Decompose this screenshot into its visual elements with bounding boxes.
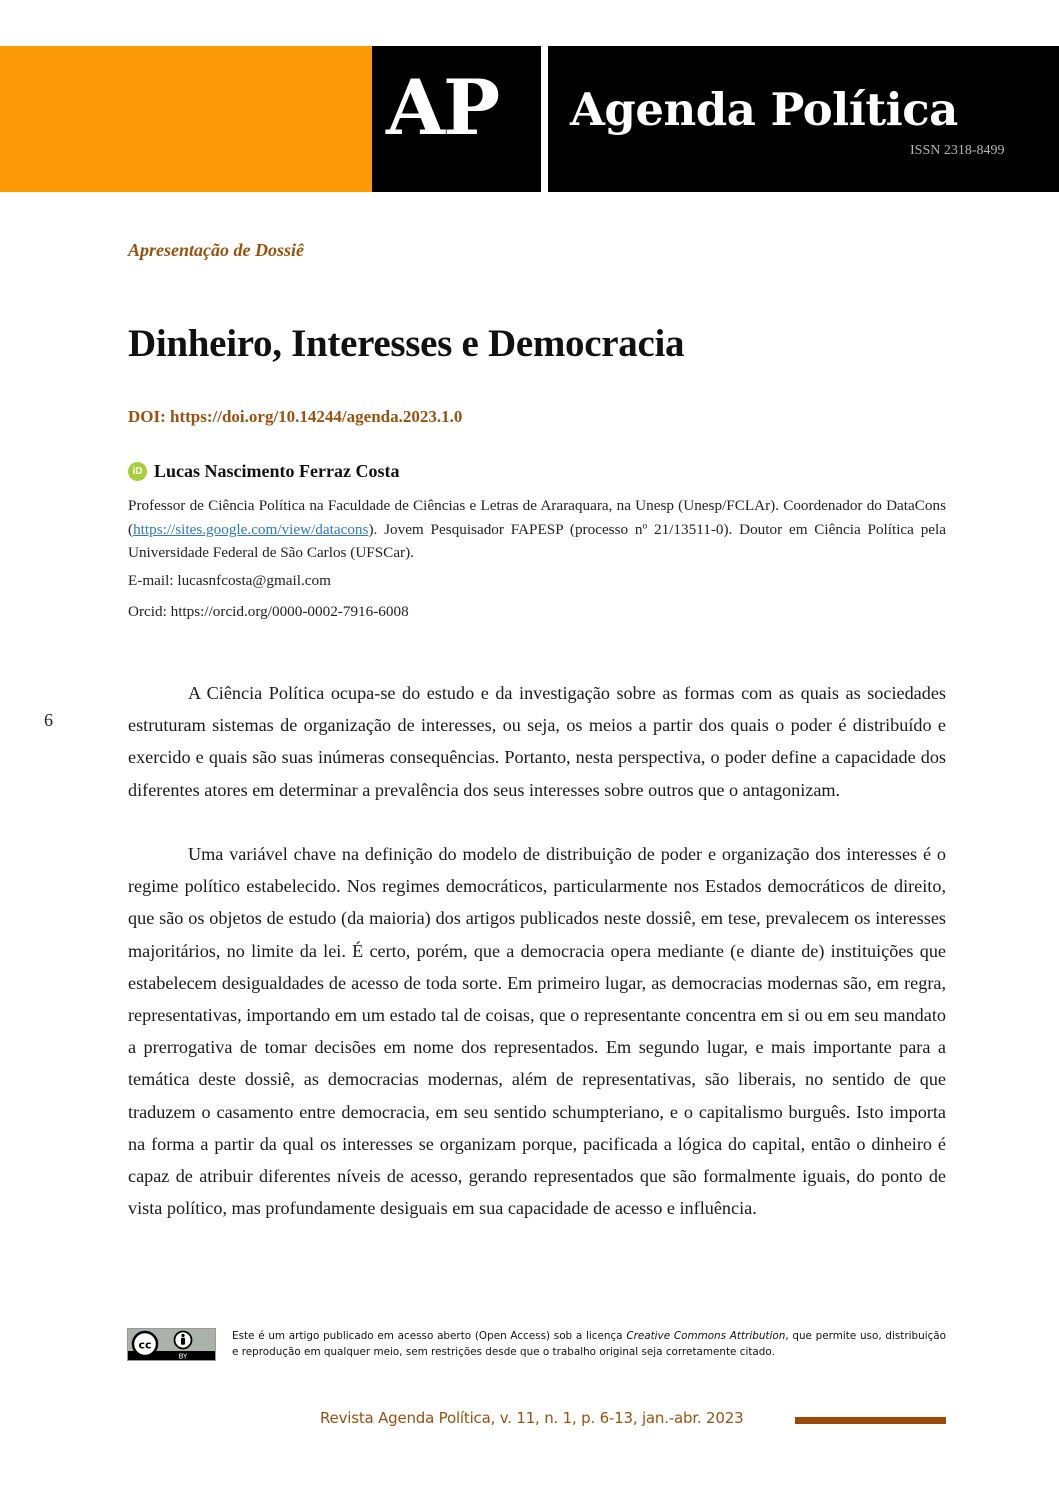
author-row (128, 459, 399, 483)
datacons-link[interactable]: https://sites.google.com/view/datacons (133, 520, 369, 538)
article-title: Dinheiro, Interesses e Democracia (128, 322, 685, 365)
author-affiliation (128, 494, 946, 565)
license-name: Creative Commons Attribution (626, 1330, 786, 1342)
body-paragraph-1 (128, 677, 946, 806)
author-name: Lucas Nascimento Ferraz Costa (154, 461, 400, 481)
journal-logo: AP (386, 63, 499, 152)
cc-by-badge-graphic (128, 1329, 215, 1360)
affiliation-text-start: Professor de Ciência Política na Faculdade de Ciências e Letras de Araraquara, na Unesp (Unesp/FCLAr). Coordenador do DataCons ( (128, 497, 946, 538)
citation-footer: Revista Agenda Política, v. 11, n. 1, p. 6-13, jan.-abr. 2023 (320, 1409, 744, 1427)
paragraph-text: A Ciência Política ocupa-se do estudo e da investigação sobre as formas com as quais as sociedades estruturam sistemas de organização de interesses, ou seja, os meios a partir dos quais o poder é distribuído e exercido e quais são suas inúmeras consequências. Portanto, nesta perspectiva, o poder define a capacidade dos diferentes atores em determinar a prevalência dos seus interesses sobre outros que o antagonizam. (128, 683, 946, 800)
journal-title: Agenda Política (570, 83, 958, 136)
header-orange-block (0, 46, 372, 192)
body-paragraph-2 (128, 838, 946, 1224)
license-text-start: Este é um artigo publicado em acesso aberto (Open Access) sob a licença (232, 1330, 627, 1342)
by-label: BY (178, 1352, 188, 1360)
cc-label: cc (138, 1338, 152, 1352)
page-number: 6 (44, 710, 53, 730)
author-orcid: Orcid: https://orcid.org/0000-0002-7916-6008 (128, 603, 409, 620)
footer-decorative-bar (795, 1417, 946, 1424)
cc-by-icon[interactable] (127, 1328, 216, 1361)
orcid-icon[interactable]: iD (128, 462, 147, 481)
license-notice (232, 1328, 946, 1360)
license-text-end: , que permite uso, distribuição e reprodução em qualquer meio, sem restrições desde que o trabalho original seja corretamente citado. (232, 1330, 947, 1358)
issn: ISSN 2318-8499 (910, 143, 1005, 158)
section-label: Apresentação de Dossiê (128, 240, 304, 260)
paragraph-text: Uma variável chave na definição do modelo de distribuição de poder e organização dos interesses é o regime político estabelecido. Nos regimes democráticos, particularmente nos Estados democráticos de direito, que são os objetos de estudo (da maioria) dos artigos publicados neste dossiê, em tese, prevalecem os interesses majoritários, no limite da lei. É certo, porém, que a democracia opera mediante (e diante de) instituições que estabelecem desigualdades de acesso de toda sorte. Em primeiro lugar, as democracias modernas são, em regra, representativas, importando em um estado tal de coisas, que o representante concentra em si ou em seu mandato a prerrogativa de tomar decisões em nome dos representados. Em segundo lugar, e mais importante para a temática deste dossiê, as democracias modernas, além de representativas, são liberais, no sentido de que traduzem o casamento entre democracia, em seu sentido schumpteriano, e o capitalismo burguês. Isto importa na forma a partir da qual os interesses se organizam porque, pacificada a lógica do capital, então o dinheiro é capaz de atribuir diferentes níveis de acesso, gerando representados que são formalmente iguais, do ponto de vista político, mas profundamente desiguais em sua capacidade de acesso e influência. (128, 844, 946, 1219)
author-email: E-mail: lucasnfcosta@gmail.com (128, 572, 331, 589)
doi-link[interactable]: DOI: https://doi.org/10.14244/agenda.2023.1.0 (128, 407, 463, 426)
affiliation-text-end: ). Jovem Pesquisador FAPESP (processo nº 21/13511-0). Doutor em Ciência Política pela Universidade Federal de São Carlos (UFSCar). (128, 520, 946, 561)
